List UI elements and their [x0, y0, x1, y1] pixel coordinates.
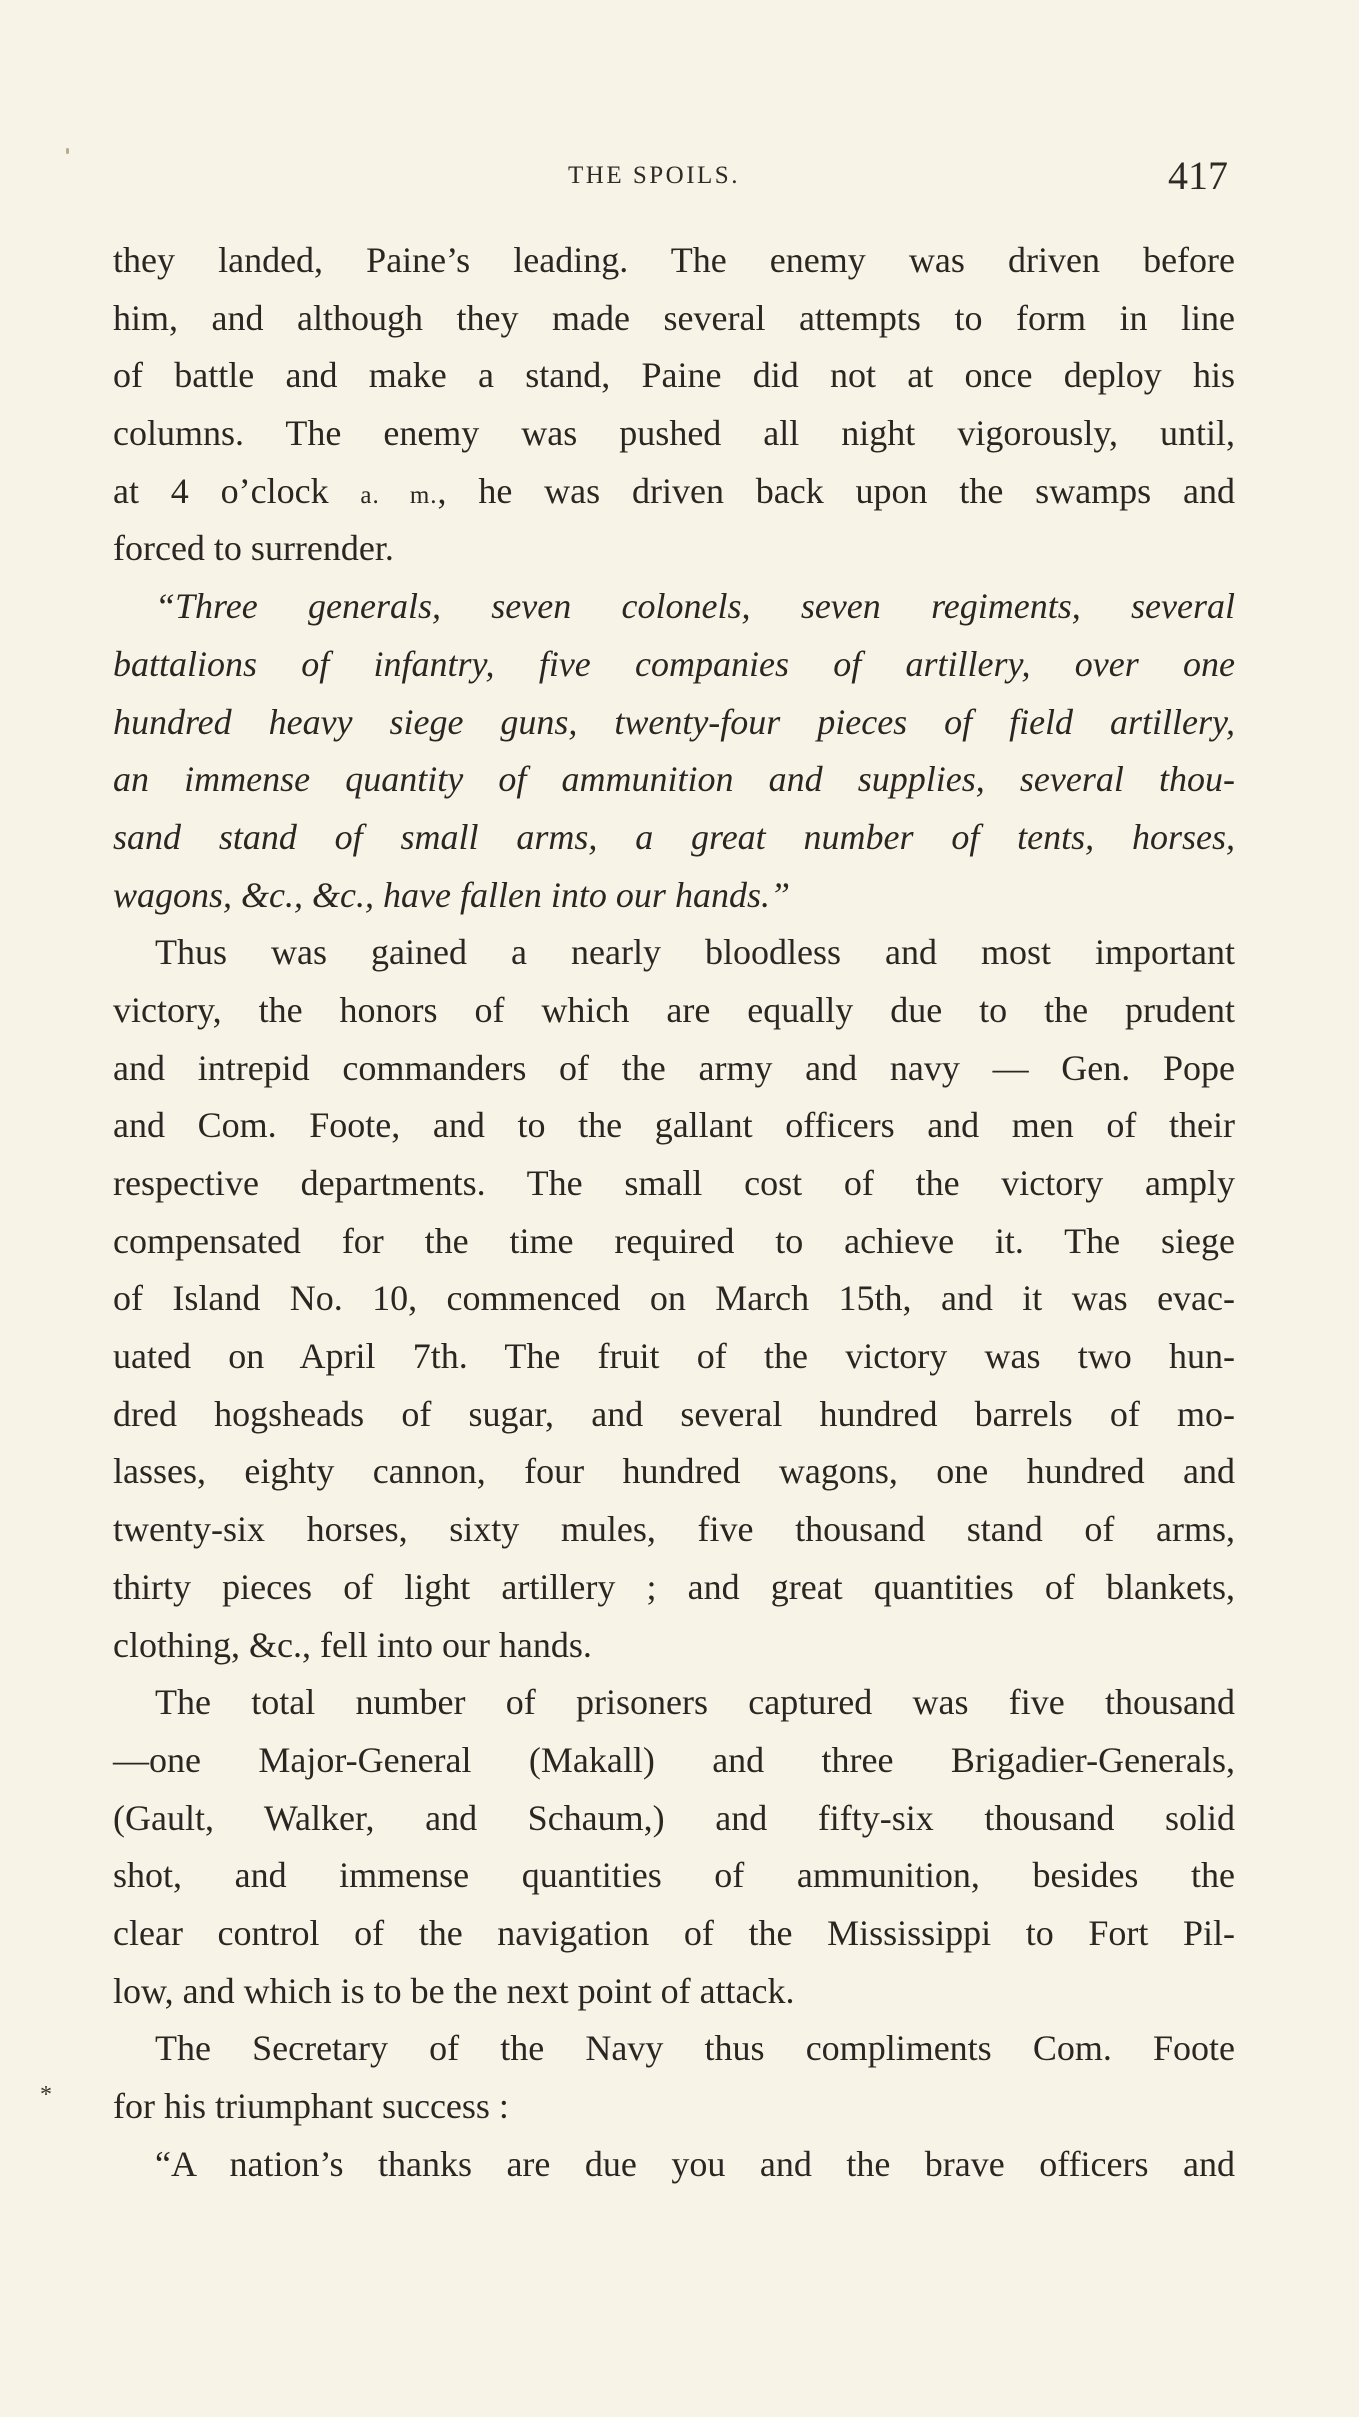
page-number: 417 [1168, 153, 1228, 198]
text-line: lasses, eighty cannon, four hundred wagons, one hundred and [113, 1451, 1235, 1492]
text-line: Thus was gained a nearly bloodless and most important [155, 932, 1235, 973]
text-line: The Secretary of the Navy thus compliments Com. Foote [155, 2028, 1235, 2069]
text-line: they landed, Paine’s leading. The enemy was driven before [113, 240, 1235, 280]
text-line: (Gault, Walker, and Schaum,) and fifty-six thousand solid [113, 1797, 1235, 1838]
text-fragment: at 4 o’clock [113, 470, 361, 511]
text-line: for his triumphant success : [113, 2086, 509, 2126]
quote-line: sand stand of small arms, a great number of tents, horses, [113, 816, 1235, 857]
text-line: forced to surrender. [113, 528, 394, 569]
text-line: The total number of prisoners captured was five thousand [155, 1682, 1235, 1723]
text-line: him, and although they made several attempts to form in line [113, 297, 1235, 338]
smallcaps-time: a. m. [360, 481, 438, 509]
text-line: and intrepid commanders of the army and navy — Gen. Pope [113, 1047, 1235, 1088]
text-line: clothing, &c., fell into our hands. [113, 1624, 592, 1665]
text-line: of Island No. 10, commenced on March 15th, and it was evac- [113, 1278, 1235, 1319]
text-line: columns. The enemy was pushed all night vigorously, until, [113, 413, 1235, 454]
text-line-with-smallcaps [113, 463, 1235, 521]
quote-line: “Three generals, seven colonels, seven regiments, several [155, 586, 1235, 627]
text-fragment: , he was driven back upon the swamps and [437, 470, 1235, 511]
quote-line: wagons, &c., &c., have fallen into our hands.” [113, 874, 790, 915]
text-line: uated on April 7th. The fruit of the victory was two hun- [113, 1336, 1235, 1377]
body-text [113, 232, 1235, 2193]
text-line: clear control of the navigation of the Mississippi to Fort Pil- [113, 1912, 1235, 1953]
quote-line: an immense quantity of ammunition and supplies, several thou- [113, 759, 1235, 800]
text-line: and Com. Foote, and to the gallant officers and men of their [113, 1105, 1235, 1146]
quote-line: battalions of infantry, five companies of artillery, over one [113, 643, 1235, 684]
margin-asterisk: * [40, 2082, 52, 2108]
running-title: THE SPOILS. [568, 162, 740, 189]
running-head [0, 150, 1359, 210]
quote-line: hundred heavy siege guns, twenty-four pieces of field artillery, [113, 701, 1235, 742]
text-line: compensated for the time required to achieve it. The siege [113, 1220, 1235, 1261]
text-line: thirty pieces of light artillery ; and great quantities of blankets, [113, 1566, 1235, 1607]
text-line: twenty-six horses, sixty mules, five thousand stand of arms, [113, 1509, 1235, 1550]
text-line: low, and which is to be the next point of attack. [113, 1970, 795, 2011]
text-line: shot, and immense quantities of ammunition, besides the [113, 1855, 1235, 1896]
text-line: —one Major-General (Makall) and three Brigadier-Generals, [113, 1739, 1235, 1780]
text-line: victory, the honors of which are equally due to the prudent [113, 989, 1235, 1030]
text-line: of battle and make a stand, Paine did not at once deploy his [113, 355, 1235, 396]
text-line: dred hogsheads of sugar, and several hundred barrels of mo- [113, 1393, 1235, 1434]
text-line: respective departments. The small cost of the victory amply [113, 1163, 1235, 1203]
text-line: “A nation’s thanks are due you and the brave officers and [155, 2143, 1235, 2184]
